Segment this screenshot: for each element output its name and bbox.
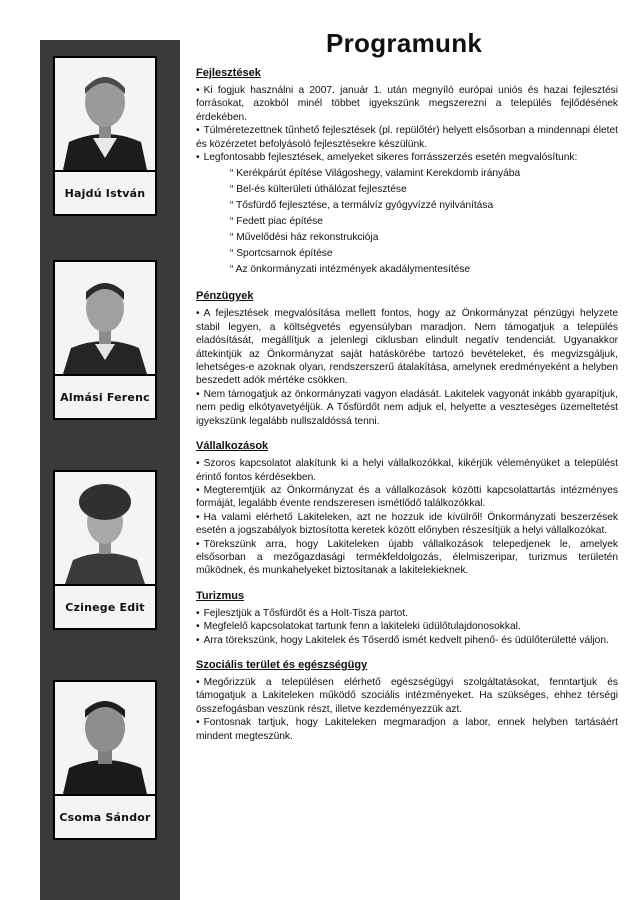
bullet-icon: • xyxy=(196,458,200,470)
candidate-name: Csoma Sándor xyxy=(53,796,157,840)
paragraph: • Nem támogatjuk az önkormányzati vagyon eladását. Lakitelek vagyonát inkább gyarapítjuk, nem pedig elkótyavetyéljük. A Tősfürdőt nem adjuk el, helyette a veszteséges üzemeltetést igyekszünk legalább nullszaldóssá tenni. xyxy=(196,388,618,427)
section-heading: Fejlesztések xyxy=(196,67,261,79)
bullet-icon: • xyxy=(196,484,200,496)
program-content xyxy=(196,28,618,743)
portrait-image xyxy=(55,682,155,794)
section-heading: Turizmus xyxy=(196,589,245,602)
paragraph: • Törekszünk arra, hogy Lakiteleken újabb vállalkozások telepedjenek le, amelyek elsősorban a mezőgazdasági termékfeldolgozás, élelmiszeripar, turizmus területén működnek, és munkahelyeket biztosítanak a lakitelekieknek. xyxy=(196,538,618,577)
paragraph: • Arra törekszünk, hogy Lakitelek és Tőserdő ismét kedvelt pihenő- és üdülőterületté váljon. xyxy=(196,634,609,646)
paragraph: • Szoros kapcsolatot alakítunk ki a helyi vállalkozókkal, kikérjük véleményüket a települést érintő fontos kérdésekben. xyxy=(196,458,618,483)
bullet-icon: • xyxy=(196,511,200,523)
bullet-icon: • xyxy=(196,621,200,633)
portrait-image xyxy=(55,262,155,374)
list-item: “ Bel-és külterületi úthálózat fejlesztése xyxy=(230,184,407,196)
candidate-name: Hajdú István xyxy=(53,172,157,216)
candidate-name: Almási Ferenc xyxy=(53,376,157,420)
section-fejlesztesek xyxy=(196,67,618,278)
section-heading: Szociális terület és egészségügy xyxy=(196,658,368,671)
candidate-photo xyxy=(53,470,157,586)
section-turizmus xyxy=(196,590,618,647)
page-title: Programunk xyxy=(326,28,483,58)
paragraph: • Megőrizzük a településen elérhető egészségügyi szolgáltatásokat, fenntartjuk és támogatjuk a Lakiteleken működő szociális intézményeket. Ha szükséges, ehhez térségi összefogásban veszünk részt, illetve kezdeményezzük azt. xyxy=(196,676,618,715)
candidate-photo xyxy=(53,260,157,376)
candidate-card xyxy=(53,260,157,420)
list-item: “ Fedett piac építése xyxy=(230,216,323,228)
paragraph: • Ki fogjuk használni a 2007. január 1. után megnyíló európai uniós és hazai fejlesztési forrásokat, azokból minél többet igyekszünk megszerezni a település fejlődésének érdekében. xyxy=(196,85,618,123)
paragraph: • Fejlesztjük a Tősfürdőt és a Holt-Tisza partot. xyxy=(196,607,408,619)
bullet-icon: • xyxy=(196,125,200,137)
paragraph: • Ha valami elérhető Lakiteleken, azt ne hozzuk ide kívülről! Önkormányzati beszerzések esetén a jogszabályok biztosította keretek között előnyben részesítjük a helyi vállalkozókat. xyxy=(196,511,618,537)
list-item: “ Az önkormányzati intézmények akadálymentesítése xyxy=(230,264,471,276)
section-penzugyek xyxy=(196,290,618,428)
bullet-icon: • xyxy=(196,607,200,619)
list-item: “ Kerékpárút építése Világoshegy, valamint Kerekdomb irányába xyxy=(230,168,521,180)
bullet-icon: • xyxy=(196,152,200,164)
paragraph: • Legfontosabb fejlesztések, amelyeket sikeres forrásszerzés esetén megvalósítunk: xyxy=(196,152,578,164)
list-item: “ Tősfürdő fejlesztése, a termálvíz gyógyvízzé nyilvánítása xyxy=(230,200,494,212)
paragraph: • Túlméretezettnek tűnhető fejlesztések (pl. repülőtér) helyett elsősorban a mindennapi életet és közérzetet befolyásoló fejlesztésekre készülünk. xyxy=(196,125,618,150)
bullet-icon: • xyxy=(196,388,200,400)
portrait-image xyxy=(55,472,155,584)
bullet-icon: • xyxy=(196,676,200,688)
section-szocialis xyxy=(196,659,618,743)
candidate-card xyxy=(53,470,157,630)
paragraph: • Megfelelő kapcsolatokat tartunk fenn a lakiteleki üdülőtulajdonosokkal. xyxy=(196,621,521,633)
bullet-icon: • xyxy=(196,717,200,729)
section-vallalkozasok xyxy=(196,440,618,578)
candidate-name: Czinege Edit xyxy=(53,586,157,630)
candidate-sidebar xyxy=(40,40,180,900)
paragraph: • A fejlesztések megvalósítása mellett fontos, hogy az Önkormányzat pénzügyi helyzete stabil legyen, a költségvetés egyensúlyban maradjon. Nem támogatjuk a település eladósítását, megállítjuk a jelenlegi ciklusban elindult negatív tendenciát. Ugyanakkor áttekintjük az Önkormányzat saját hatáskörébe tartozó bevételeket, és megvizsgáljuk, lehetséges-e azoknak olyan, rendszerszerű átalakítása, amelynek eredményeként a helyben beszedett adók mértéke csökken. xyxy=(196,308,618,387)
section-heading: Pénzügyek xyxy=(196,290,254,303)
candidate-photo xyxy=(53,56,157,172)
bullet-icon: • xyxy=(196,634,200,646)
list-item: “ Művelődési ház rekonstrukciója xyxy=(230,232,379,244)
bullet-icon: • xyxy=(196,308,200,320)
candidate-card xyxy=(53,56,157,216)
list-item: “ Sportcsarnok építése xyxy=(230,248,333,260)
paragraph: • Megteremtjük az Önkormányzat és a vállalkozások közötti kapcsolattartás intézményes formáját, legalább évente rendszeresen ismétlődő találkozókkal. xyxy=(196,484,618,510)
bullet-icon: • xyxy=(196,538,200,550)
paragraph: • Fontosnak tartjuk, hogy Lakiteleken megmaradjon a labor, ennek helyben tartásáért mindent megteszünk. xyxy=(196,717,618,742)
section-heading: Vállalkozások xyxy=(196,440,269,453)
candidate-card xyxy=(53,680,157,840)
candidate-photo xyxy=(53,680,157,796)
bullet-icon: • xyxy=(196,85,200,96)
portrait-image xyxy=(55,58,155,170)
